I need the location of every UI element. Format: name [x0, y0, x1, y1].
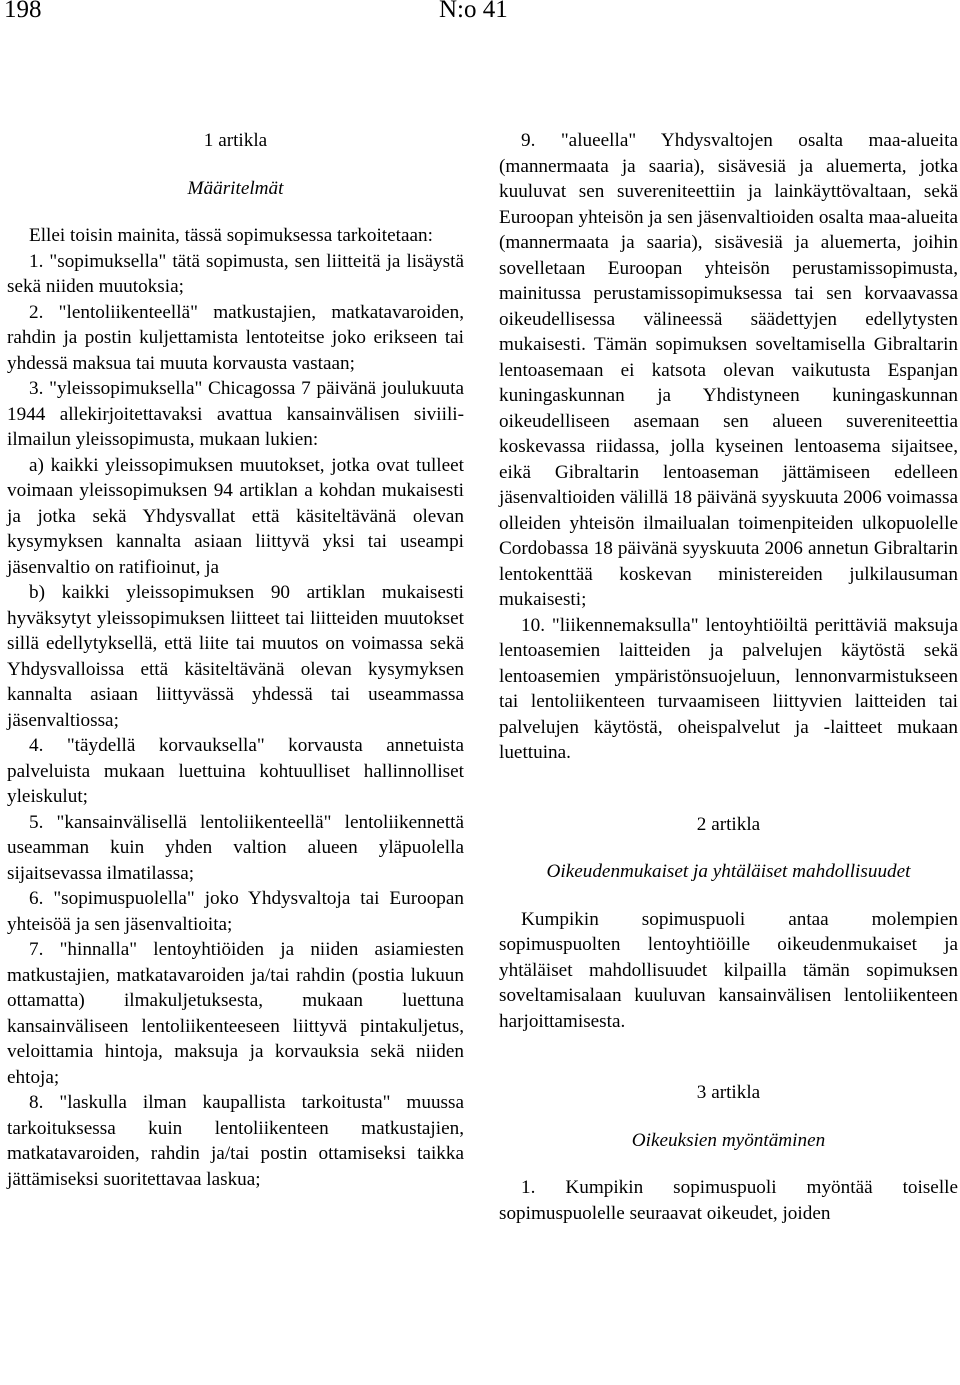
definition-item: 10. "liikennemaksulla" lentoyhtiöiltä perittäviä maksuja lentoasemien laitteiden ja palvelujen käytöstä sekä lentoasemien ympäristönsuojeluun, lennonvarmistukseen tai lentoliikenteen turvaamiseen liittyvien laitteiden tai palvelujen käytöstä, oheispalvelut ja -laitteet mukaan luettuina. [499, 614, 958, 763]
definition-subitem: a) kaikki yleissopimuksen muutokset, jotka ovat tulleet voimaan yleissopimuksen 94 artiklan a kohdan mukaisesti ja jotka sekä Yhdysvallat että käsiteltävänä olevan kysymyksen kannalta asiaan liittyvä yksi tai useampi jäsenvaltio on ratifioinut, ja [7, 454, 464, 578]
definition-item: 2. "lentoliikenteellä" matkustajien, matkatavaroiden, rahdin ja postin kuljettamista lentoteitse joko erikseen tai yhdessä maksua tai muuta korvausta vastaan; [7, 301, 464, 374]
article-2-text: Kumpikin sopimuspuoli antaa molempien sopimuspuolten lentoyhtiöille oikeudenmukaiset ja yhtäläiset mahdollisuudet kilpailla tämän sopimuksen soveltamisalaan kuuluvan kansainvälisen lentoliikenteen harjoittamisesta. [499, 908, 958, 1032]
right-column [499, 128, 958, 1226]
left-column [7, 128, 464, 1192]
definition-item: 1. "sopimuksella" tätä sopimusta, sen liitteitä ja lisäystä sekä niiden muutoksia; [7, 250, 464, 297]
article-3-text: 1. Kumpikin sopimuspuoli myöntää toiselle sopimuspuolelle seuraavat oikeudet, joiden [499, 1177, 958, 1224]
definition-item: 4. "täydellä korvauksella" korvausta annetuista palveluista mukaan luettuina kohtuulliset hallinnolliset yleiskulut; [7, 735, 464, 807]
article-2-title: 2 artikla [696, 813, 761, 835]
article-2-heading: Oikeudenmukaiset ja yhtäläiset mahdollisuudet [546, 861, 911, 882]
definition-item: 3. "yleissopimuksella" Chicagossa 7 päivänä joulukuuta 1944 allekirjoitettavaksi avattua kansainvälisen siviili-ilmailun yleissopimusta, mukaan lukien: [7, 378, 464, 450]
definition-item: 6. "sopimuspuolella" joko Yhdysvaltoja tai Euroopan yhteisöä ja sen jäsenvaltioita; [7, 888, 464, 935]
definition-item: 9. "alueella" Yhdysvaltojen osalta maa-alueita (mannermaata ja saaria), sisävesiä ja aluemerta, jotka kuuluvat sen suvereniteettiin ja lainkäyttövaltaan, sekä Euroopan yhteisön ja sen jäsenvaltioiden osalta maa-alueita (mannermaata ja saaria), sisävesiä ja aluemerta, joihin sovelletaan Euroopan yhteisön perustamissopimusta, mainitussa perustamissopimuksessa tai sen korvaavassa oikeudellisessa välineessä säädettyjen edellytysten mukaisesti. Tämän sopimuksen soveltamisella Gibraltarin lentoasemaan ei katsota olevan vaikutusta Espanjan kuningaskunnan ja Yhdistyneen kuningaskunnan oikeudelliseen asemaan sen alueen suvereniteettia koskevassa riidassa, jolla kyseinen lentoasema sijaitsee, eikä Gibraltarin lentoaseman jättämiseen edelleen jäsenvaltioiden välillä 18 päivänä syyskuuta 2006 voimassa olleiden yhteisön ilmailualan toimenpiteiden ulkopuolelle Cordobassa 18 päivänä syyskuuta 2006 annetun Gibraltarin lentokenttää koskevan ministereiden julkilausuman mukaisesti; [499, 130, 958, 610]
issue-number: N:o 41 [439, 0, 508, 23]
definitions-intro: Ellei toisin mainita, tässä sopimuksessa tarkoitetaan: [29, 225, 433, 246]
article-3-title: 3 artikla [696, 1082, 761, 1103]
article-3-heading: Oikeuksien myöntäminen [631, 1129, 826, 1151]
page-header [0, 0, 960, 30]
article-1-title: 1 artikla [203, 130, 268, 151]
definition-item: 7. "hinnalla" lentoyhtiöiden ja niiden asiamiesten matkustajien, matkatavaroiden ja/tai rahdin (postia lukuun ottamatta) ilmakuljetuksesta, mukaan luettuna kansainväliseen lentoliikenteeseen liittyvä pintakuljetus, veloittamia hintoja, maksuja ja korvauksia sekä niiden ehtoja; [7, 939, 464, 1088]
definition-item: 5. "kansainvälisellä lentoliikenteellä" lentoliikennettä useamman kuin yhden valtion alueen yläpuolella sijaitsevassa ilmatilassa; [7, 811, 464, 884]
article-1-heading: Määritelmät [187, 177, 284, 199]
definition-item: 8. "laskulla ilman kaupallista tarkoitusta" muussa tarkoituksessa kuin lentoliikenteen matkustajien, matkatavaroiden, rahdin ja/tai postin ottamiseksi taikka jättämiseksi suoritettavaa laskua; [7, 1092, 464, 1190]
page-number: 198 [4, 0, 42, 23]
definition-subitem: b) kaikki yleissopimuksen 90 artiklan mukaisesti hyväksytyt yleissopimuksen liitteet tai liitteiden muutokset sillä edellytyksellä, että liite tai muutos on voimassa sekä Yhdysvalloissa että käsiteltävänä olevan kysymyksen kannalta asiaan liittyvässä yhdessä tai useammassa jäsenvaltiossa; [7, 582, 464, 731]
